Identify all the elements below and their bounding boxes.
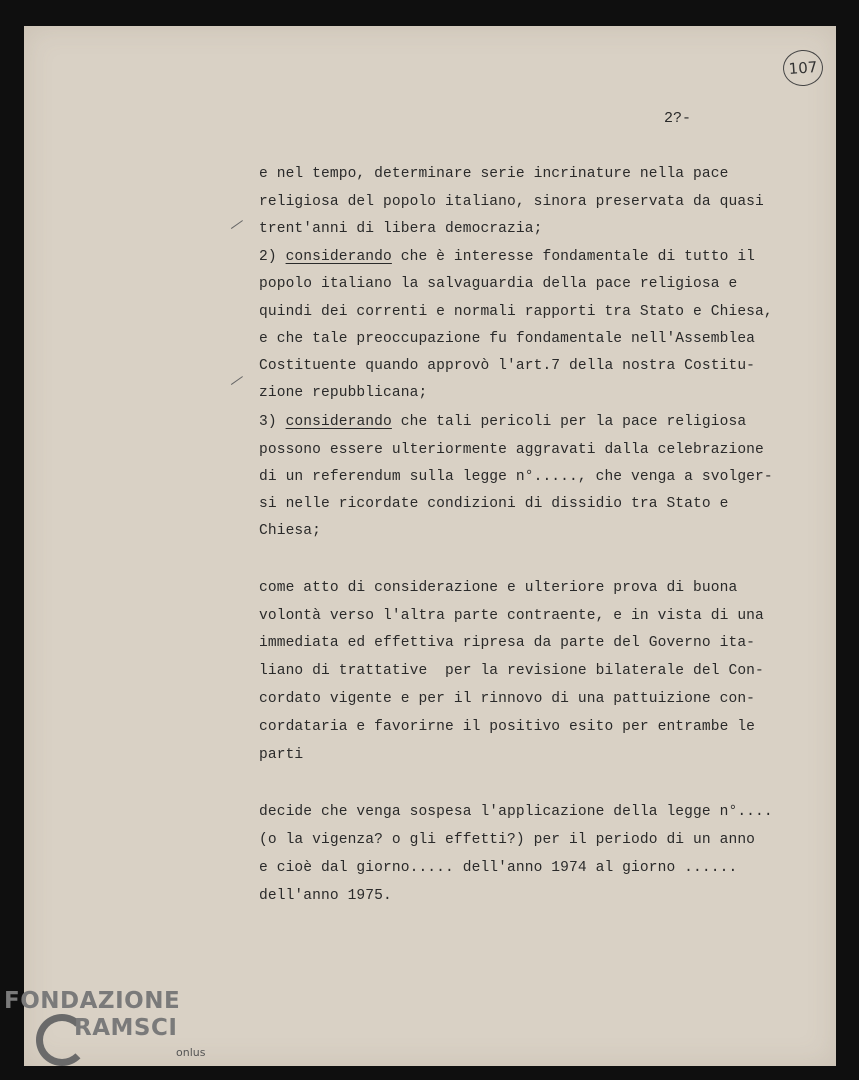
fondazione-gramsci-logo xyxy=(4,988,224,1068)
text-line: e che tale preoccupazione fu fondamentale nell'Assemblea xyxy=(259,331,756,347)
page-mark: 2?- xyxy=(664,110,692,127)
text-line: cordataria e favorirne il positivo esito per entrambe le xyxy=(259,719,756,735)
text-line: parti xyxy=(259,747,304,763)
text-line: zione repubblicana; xyxy=(259,385,428,401)
logo-text-line1: FONDAZIONE xyxy=(4,988,181,1014)
text-line: cordato vigente e per il rinnovo di una pattuizione con- xyxy=(259,691,756,707)
logo-subtitle: onlus xyxy=(176,1046,206,1059)
text-line: popolo italiano la salvaguardia della pace religiosa e xyxy=(259,276,738,292)
text-line: come atto di considerazione e ulteriore prova di buona xyxy=(259,580,738,596)
text-line: 3) considerando che tali pericoli per la pace religiosa xyxy=(259,414,747,430)
text-line: Chiesa; xyxy=(259,523,322,539)
text-line: volontà verso l'altra parte contraente, e in vista di una xyxy=(259,608,764,624)
underlined-keyword: considerando xyxy=(285,249,392,265)
text-line: liano di trattative per la revisione bilaterale del Con- xyxy=(259,663,764,679)
underlined-keyword: considerando xyxy=(285,414,392,430)
text-line: (o la vigenza? o gli effetti?) per il periodo di un anno xyxy=(259,832,756,848)
text-line: immediata ed effettiva ripresa da parte del Governo ita- xyxy=(259,635,756,651)
text-line: trent'anni di libera democrazia; xyxy=(259,221,543,237)
text-line: si nelle ricordate condizioni di dissidio tra Stato e xyxy=(259,496,729,512)
logo-text-line2: RAMSCI xyxy=(74,1015,178,1041)
text-line: religiosa del popolo italiano, sinora preservata da quasi xyxy=(259,194,764,210)
text-line: dell'anno 1975. xyxy=(259,888,392,904)
text-line: Costituente quando approvò l'art.7 della nostra Costitu- xyxy=(259,358,756,374)
text-line: di un referendum sulla legge n°....., che venga a svolger- xyxy=(259,469,773,485)
text-line: decide che venga sospesa l'applicazione della legge n°.... xyxy=(259,804,773,820)
text-line: 2) considerando che è interesse fondamentale di tutto il xyxy=(259,249,756,265)
document-page xyxy=(24,26,836,1066)
text-line: quindi dei correnti e normali rapporti tra Stato e Chiesa, xyxy=(259,304,773,320)
text-line: e cioè dal giorno..... dell'anno 1974 al giorno ...... xyxy=(259,860,738,876)
text-line: possono essere ulteriormente aggravati dalla celebrazione xyxy=(259,442,764,458)
archive-page-number: 107 xyxy=(782,49,824,88)
text-line: e nel tempo, determinare serie incrinature nella pace xyxy=(259,166,729,182)
